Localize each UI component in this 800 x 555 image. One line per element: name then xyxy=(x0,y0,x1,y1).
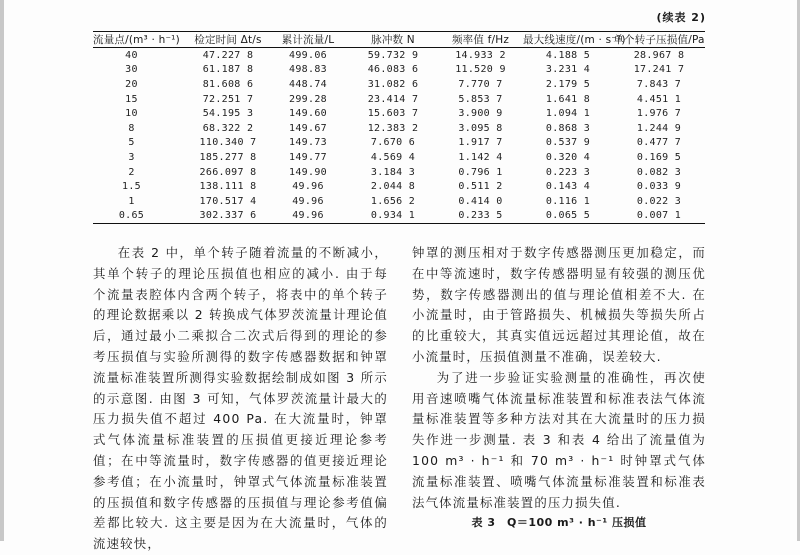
table-cell: 0.116 1 xyxy=(545,195,591,207)
table-row xyxy=(93,121,705,136)
table-cell: 1.917 7 xyxy=(458,137,503,149)
table-cell: 170.517 4 xyxy=(199,195,257,207)
header-flow-point: 流量点/(m³ · h⁻¹) xyxy=(93,34,180,46)
table-row xyxy=(93,106,705,121)
flow-data-table xyxy=(93,31,705,224)
table-cell: 72.251 7 xyxy=(202,93,254,105)
table-cell: 1.142 4 xyxy=(458,151,503,163)
table-cell: 149.77 xyxy=(289,151,327,163)
table-cell: 0.065 5 xyxy=(545,210,591,222)
table-cell: 149.67 xyxy=(289,122,327,134)
table-cell: 3.095 8 xyxy=(458,122,503,134)
table-cell: 0.007 1 xyxy=(636,210,682,222)
table-cell: 17.241 7 xyxy=(633,64,685,76)
table-cell: 0.511 2 xyxy=(458,181,503,193)
table-cell: 61.187 8 xyxy=(202,64,254,76)
table-cell: 1.244 9 xyxy=(636,122,682,134)
table-cell: 15.603 7 xyxy=(367,108,419,120)
table-cell: 0.082 3 xyxy=(636,166,682,178)
header-verification-time: 检定时间 Δt/s xyxy=(194,34,262,46)
table-cell: 0.934 1 xyxy=(370,210,416,222)
table-cell: 81.608 6 xyxy=(202,78,254,90)
table-row xyxy=(93,136,705,151)
table-cell: 110.340 7 xyxy=(199,137,257,149)
table-cell: 46.083 6 xyxy=(367,64,419,76)
header-rotor-pressure-loss: 单个转子压损值/Pa xyxy=(613,34,705,46)
table-row xyxy=(93,165,705,180)
table-row xyxy=(93,48,705,63)
table-cell: 28.967 8 xyxy=(633,49,685,61)
table-cell: 1.976 7 xyxy=(636,108,682,120)
table-cell: 149.73 xyxy=(289,137,327,149)
table-cell: 0.65 xyxy=(118,210,145,222)
table-cell: 0.868 3 xyxy=(545,122,591,134)
table-cell: 0.143 4 xyxy=(545,181,591,193)
table-cell: 0.233 5 xyxy=(458,210,503,222)
header-cumulative-flow: 累计流量/L xyxy=(281,34,335,46)
paragraph-verification: 为了进一步验证实验测量的准确性，再次使用音速喷嘴气体流量标准装置和标准表法气体流量标准装置等多种方法对其在大流量时的压力损失作进一步测量. 表 3 和表 4 给出了流量值为 100 m³ · h⁻¹ 和 70 m³ · h⁻¹ 时钟罩式气体流量标准装置、喷嘴气体流量标准装置和标准表法气体流量标准装置的压力损失值. xyxy=(412,369,706,510)
table-cell: 0.033 9 xyxy=(636,181,682,193)
table-cell: 0.169 5 xyxy=(636,151,682,163)
table-cell: 1.5 xyxy=(122,181,141,193)
table-header-row xyxy=(93,32,705,48)
table-cell: 15 xyxy=(125,93,138,105)
table-cell: 47.227 8 xyxy=(202,49,254,61)
table-cell: 3 xyxy=(128,151,135,163)
table-row xyxy=(93,209,705,224)
table-cell: 3.900 9 xyxy=(458,108,503,120)
table-cell: 7.670 6 xyxy=(370,137,416,149)
table-cell: 2.179 5 xyxy=(545,78,591,90)
table-cell: 4.188 5 xyxy=(545,49,591,61)
header-max-velocity: 最大线速度/(m · s⁻¹) xyxy=(523,34,626,46)
table-cell: 40 xyxy=(125,49,138,61)
table-cell: 498.83 xyxy=(289,64,327,76)
table-cell: 138.111 8 xyxy=(199,181,257,193)
header-pulse-count: 脉冲数 N xyxy=(371,34,415,46)
table-row xyxy=(93,63,705,78)
text-column-right xyxy=(412,243,706,534)
table-cell: 448.74 xyxy=(289,78,327,90)
table-row xyxy=(93,92,705,107)
table-cell: 10 xyxy=(125,108,138,120)
table-cell: 7.770 7 xyxy=(458,78,503,90)
table-cell: 185.277 8 xyxy=(199,151,257,163)
table-cell: 4.569 4 xyxy=(370,151,416,163)
table-cell: 299.28 xyxy=(289,93,327,105)
table-cell: 54.195 3 xyxy=(202,108,254,120)
table3-caption: 表 3 Q＝100 m³ · h⁻¹ 压损值 xyxy=(471,516,647,530)
table-cell: 266.097 8 xyxy=(199,166,257,178)
table-cell: 0.223 3 xyxy=(545,166,591,178)
table-cell: 14.933 2 xyxy=(455,49,506,61)
table-cell: 1.656 2 xyxy=(370,195,416,207)
table-cell: 2 xyxy=(128,166,135,178)
table-cell: 499.06 xyxy=(289,49,327,61)
header-frequency: 频率值 f/Hz xyxy=(451,34,510,46)
table-cell: 1.094 1 xyxy=(545,108,591,120)
table-cell: 5 xyxy=(128,137,135,149)
table-cell: 0.477 7 xyxy=(636,137,682,149)
table-row xyxy=(93,150,705,165)
table-cell: 149.60 xyxy=(289,108,327,120)
paragraph-analysis: 在表 2 中，单个转子随着流量的不断减小，其单个转子的理论压损值也相应的减小. 由于每个流量表腔体内含两个转子，将表中的单个转子的理论数据乘以 2 转换成气体罗茨流量计理论值后，通过最小二乘拟合二次式后得到的理论的参考压损值与实验所测得的数字传感器数据和钟罩流量标准装置所测得实验数据绘制成如图 3 所示的示意图. 由图 3 可知，气体罗茨流量计最大的压力损失值不超过 400 Pa. 在大流量时，钟罩式气体流量标准装置的压损值更接近理论参考值；在中等流量时，数字传感器的值更接近理论参考值；在小流量时，钟罩式气体流量标准装置的压损值和数字传感器的压损值与理论参考值偏差都比较大. 这主要是因为在大流量时，气体的流速较快， xyxy=(93,245,388,552)
table-cell: 30 xyxy=(125,64,138,76)
paragraph-continued: 钟罩的测压相对于数字传感器测压更加稳定，而在中等流速时，数字传感器明显有较强的测压优势，数字传感器测出的值与理论值相差不大. 在小流量时，由于管路损失、机械损失等损失所占的比重较大，其真实值远远超过其理论值，故在小流量时，压损值测量不准确，误差较大. xyxy=(412,245,706,364)
table-cell: 1.641 8 xyxy=(545,93,591,105)
page-left-edge xyxy=(0,0,4,541)
table-cell: 8 xyxy=(128,122,135,134)
table-cell: 68.322 2 xyxy=(202,122,254,134)
table-cell: 3.231 4 xyxy=(545,64,591,76)
table-cell: 5.853 7 xyxy=(458,93,503,105)
table-cell: 3.184 3 xyxy=(370,166,416,178)
table-cell: 20 xyxy=(125,78,138,90)
table-cell: 0.537 9 xyxy=(545,137,591,149)
table-row xyxy=(93,194,705,209)
table-cell: 49.96 xyxy=(292,195,324,207)
table-cell: 0.022 3 xyxy=(636,195,682,207)
table-cell: 302.337 6 xyxy=(199,210,257,222)
table-cell: 49.96 xyxy=(292,181,324,193)
table-row xyxy=(93,179,705,194)
data-table-container xyxy=(93,31,705,224)
table-cell: 7.843 7 xyxy=(636,78,682,90)
table-cell: 149.90 xyxy=(289,166,327,178)
table-row xyxy=(93,77,705,92)
table-cell: 11.520 9 xyxy=(455,64,506,76)
table-cell: 31.082 6 xyxy=(367,78,419,90)
table-cell: 0.414 0 xyxy=(458,195,503,207)
table-cell: 4.451 1 xyxy=(636,93,682,105)
table-cell: 0.320 4 xyxy=(545,151,591,163)
table-cell: 2.044 8 xyxy=(370,181,416,193)
table-cell: 1 xyxy=(128,195,135,207)
text-column-left xyxy=(93,243,388,555)
table-cell: 12.383 2 xyxy=(367,122,419,134)
table-continued-label: (续表 2) xyxy=(656,11,706,24)
table-cell: 23.414 7 xyxy=(367,93,419,105)
table-cell: 59.732 9 xyxy=(367,49,419,61)
table-cell: 0.796 1 xyxy=(458,166,503,178)
table-cell: 49.96 xyxy=(292,210,324,222)
